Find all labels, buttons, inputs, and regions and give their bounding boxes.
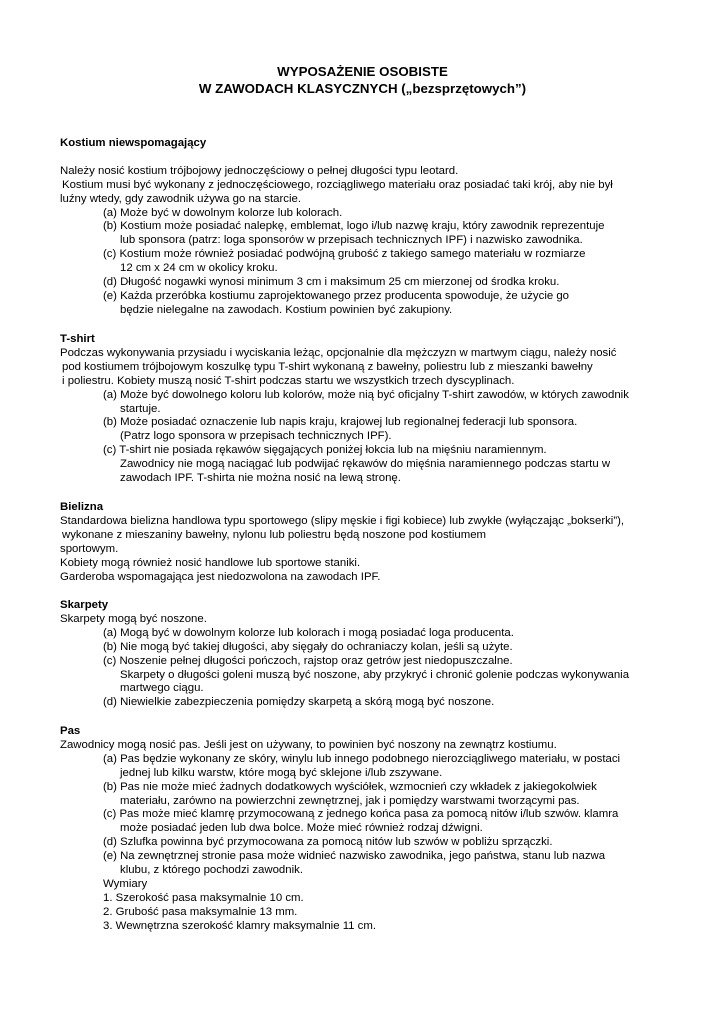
- section-heading-tshirt: T-shirt: [60, 333, 95, 345]
- list-item-continuation: jednej lub kilku warstw, które mogą być sklejone i/lub zszywane.: [120, 766, 443, 779]
- paragraph-line: sportowym.: [60, 542, 119, 555]
- paragraph-line: luźny wtedy, gdy zawodnik używa go na starcie.: [60, 192, 302, 205]
- list-item: (d) Niewielkie zabezpieczenia pomiędzy skarpetą a skórą mogą być noszone.: [103, 696, 495, 709]
- paragraph-line: Standardowa bielizna handlowa typu sportowego (slipy męskie i figi kobiece) lub zwykłe (wyłączając „bokserki”),: [60, 514, 625, 527]
- list-item-continuation: Skarpety o długości goleni muszą być noszone, aby przykryć i chronić golenie podczas wykonywania: [120, 668, 630, 681]
- list-item: (d) Szlufka powinna być przymocowana za pomocą nitów lub szwów w pobliżu sprzączki.: [103, 836, 553, 849]
- list-item-continuation: martwego ciągu.: [120, 682, 204, 695]
- list-item: (c) Kostium może również posiadać podwójną grubość z takiego samego materiału w rozmiarze: [103, 248, 586, 261]
- list-item-continuation: lub sponsora (patrz: loga sponsorów w przepisach technicznych IPF) i nazwisko zawodnika.: [120, 234, 583, 247]
- list-item: (c) T-shirt nie posiada rękawów sięgających poniżej łokcia lub na mięśniu naramiennym.: [103, 444, 547, 457]
- paragraph-line: Kostium musi być wykonany z jednoczęściowego, rozciągliwego materiału oraz posiadać taki krój, aby nie był: [62, 178, 613, 191]
- section-pas: [60, 725, 700, 934]
- list-item-continuation: startuje.: [120, 402, 161, 415]
- paragraph-line: Skarpety mogą być noszone.: [60, 612, 207, 625]
- list-item: (b) Kostium może posiadać nalepkę, emblemat, logo i/lub nazwę kraju, który zawodnik reprezentuje: [103, 220, 605, 233]
- list-item: (a) Pas będzie wykonany ze skóry, winylu lub innego podobnego nierozciągliwego materiału, w postaci: [103, 752, 621, 765]
- section-heading-bielizna: Bielizna: [60, 501, 104, 513]
- list-item: (a) Może być w dowolnym kolorze lub kolorach.: [103, 206, 343, 219]
- numbered-item: 2. Grubość pasa maksymalnie 13 mm.: [103, 905, 298, 918]
- list-item-continuation: będzie nielegalne na zawodach. Kostium powinien być zakupiony.: [120, 303, 453, 316]
- list-item: (a) Może być dowolnego koloru lub kolorów, może nią być oficjalny T-shirt zawodów, w których zawodnik: [103, 388, 629, 401]
- list-item: (c) Pas może mieć klamrę przymocowaną z jednego końca pasa za pomocą nitów i/lub szwów. klamra: [103, 808, 619, 821]
- list-item-continuation: (Patrz logo sponsora w przepisach technicznych IPF).: [120, 430, 392, 443]
- paragraph-line: i poliestru. Kobiety muszą nosić T-shirt podczas startu we wszystkich trzech dyscyplinach.: [62, 374, 515, 387]
- numbered-item: 3. Wewnętrzna szerokość klamry maksymalnie 11 cm.: [103, 919, 377, 932]
- paragraph-line: Podczas wykonywania przysiadu i wyciskania leżąc, opcjonalnie dla mężczyzn w martwym ciągu, należy nosić: [60, 346, 617, 359]
- list-item: (e) Na zewnętrznej stronie pasa może widnieć nazwisko zawodnika, jego państwa, stanu lub nazwa: [103, 850, 606, 863]
- section-bielizna: [60, 501, 700, 584]
- paragraph-line: Kobiety mogą również nosić handlowe lub sportowe staniki.: [60, 556, 361, 569]
- paragraph-line: Należy nosić kostium trójbojowy jednoczęściowy o pełnej długości typu leotard.: [60, 164, 459, 177]
- paragraph-line: Garderoba wspomagająca jest niedozwolona na zawodach IPF.: [60, 570, 381, 583]
- list-item: (b) Może posiadać oznaczenie lub napis kraju, krajowej lub regionalnej federacji lub sponsora.: [103, 416, 578, 429]
- list-item: (a) Mogą być w dowolnym kolorze lub kolorach i mogą posiadać loga producenta.: [103, 626, 514, 639]
- list-item-continuation: klubu, z którego pochodzi zawodnik.: [120, 864, 303, 877]
- dimensions-heading: Wymiary: [103, 877, 148, 890]
- list-item: (b) Pas nie może mieć żadnych dodatkowych wyściółek, wzmocnień czy wkładek z jakiegokolwiek: [103, 780, 597, 793]
- paragraph-line: pod kostiumem trójbojowym koszulkę typu T-shirt wykonaną z bawełny, poliestru lub z mieszanki bawełny: [62, 360, 593, 373]
- paragraph-line: wykonane z mieszaniny bawełny, nylonu lub poliestru będą noszone pod kostiumem: [62, 528, 487, 541]
- section-heading-pas: Pas: [60, 725, 81, 737]
- section-kostium: [60, 137, 700, 318]
- section-heading-kostium: Kostium niewspomagający: [60, 137, 207, 149]
- list-item: (d) Długość nogawki wynosi minimum 3 cm i maksimum 25 cm mierzonej od środka kroku.: [103, 276, 560, 289]
- list-item: (e) Każda przeróbka kostiumu zaprojektowanego przez producenta spowoduje, że użycie go: [103, 289, 570, 302]
- list-item-continuation: materiału, zarówno na powierzchni zewnętrznej, jak i pomiędzy warstwami tworzącymi pas.: [120, 794, 580, 807]
- document-subtitle: W ZAWODACH KLASYCZNYCH („bezsprzętowych”): [198, 81, 527, 96]
- list-item-continuation: 12 cm x 24 cm w okolicy kroku.: [120, 262, 278, 275]
- section-tshirt: [60, 333, 700, 486]
- list-item: (b) Nie mogą być takiej długości, aby sięgały do ochraniaczy kolan, jeśli są użyte.: [103, 640, 513, 653]
- list-item-continuation: zawodach IPF. T-shirta nie można nosić na lewą stronę.: [120, 472, 401, 485]
- list-item-continuation: może posiadać jeden lub dwa bolce. Może mieć również rodzaj dźwigni.: [120, 822, 483, 835]
- list-item-continuation: Zawodnicy nie mogą naciągać lub podwijać rękawów do mięśnia naramiennego podczas startu w: [120, 458, 611, 471]
- section-skarpety: [60, 599, 700, 710]
- paragraph-line: Zawodnicy mogą nosić pas. Jeśli jest on używany, to powinien być noszony na zewnątrz kostiumu.: [60, 738, 557, 751]
- list-item: (c) Noszenie pełnej długości pończoch, rajstop oraz getrów jest niedopuszczalne.: [103, 654, 513, 667]
- numbered-item: 1. Szerokość pasa maksymalnie 10 cm.: [103, 891, 304, 904]
- document-title: WYPOSAŻENIE OSOBISTE: [277, 64, 448, 79]
- section-heading-skarpety: Skarpety: [60, 599, 109, 611]
